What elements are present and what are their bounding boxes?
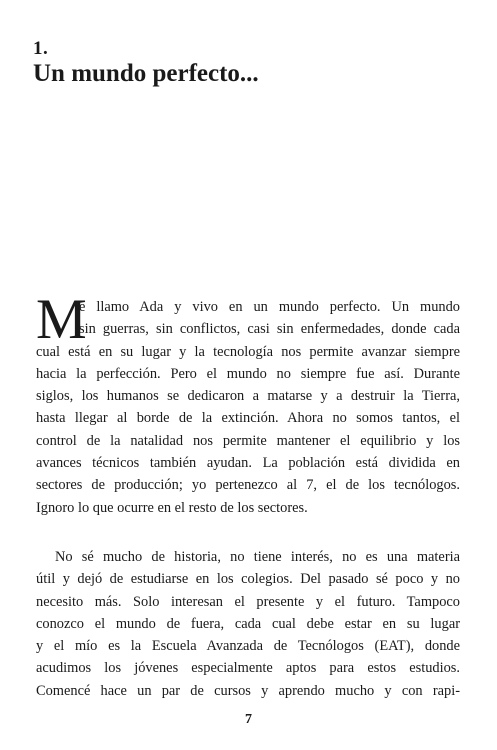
chapter-title: Un mundo perfecto... xyxy=(33,60,259,87)
text-line: útil y dejó de estudiarse en los colegios. Del pasado sé poco y no xyxy=(36,571,460,588)
text-line: y el mío es la Escuela Avanzada de Tecnólogos (EAT), donde xyxy=(36,638,460,655)
text-line: sectores de producción; yo pertenezco al 7, el de los tecnólogos. xyxy=(36,477,460,494)
text-line: No sé mucho de historia, no tiene interés, no es una materia xyxy=(55,549,460,565)
text-line: necesito más. Solo interesan el presente y el futuro. Tampoco xyxy=(36,593,460,610)
text-line: acudimos los jóvenes especialmente aptos para estos estudios. xyxy=(36,660,460,677)
text-line: cual está en su lugar y la tecnología nos permite avanzar siempre xyxy=(36,343,460,360)
text-line: hasta llegar al borde de la extinción. Ahora no somos tantos, el xyxy=(36,410,460,427)
chapter-number: 1. xyxy=(33,38,49,59)
text-line: e llamo Ada y vivo en un mundo perfecto. Un mundo xyxy=(79,299,460,315)
paragraph-1 xyxy=(36,288,460,519)
text-line: siglos, los humanos se dedicaron a matarse y a destruir la Tierra, xyxy=(36,388,460,405)
page-number: 7 xyxy=(245,712,252,727)
text-line: avances técnicos también ayudan. La población está dividida en xyxy=(36,455,460,472)
drop-cap: M xyxy=(36,288,87,351)
text-line: control de la natalidad nos permite mantener el equilibrio y los xyxy=(36,432,460,449)
text-line: conozco el mundo de fuera, cada cual debe estar en su lugar xyxy=(36,615,460,632)
text-line: hacia la perfección. Pero el mundo no siempre fue así. Durante xyxy=(36,365,460,382)
text-line: Comencé hace un par de cursos y aprendo mucho y con rapi- xyxy=(36,682,460,699)
paragraph-2 xyxy=(36,546,460,702)
text-line: Ignoro lo que ocurre en el resto de los sectores. xyxy=(36,499,308,516)
text-line: sin guerras, sin conflictos, casi sin enfermedades, donde cada xyxy=(79,321,460,338)
